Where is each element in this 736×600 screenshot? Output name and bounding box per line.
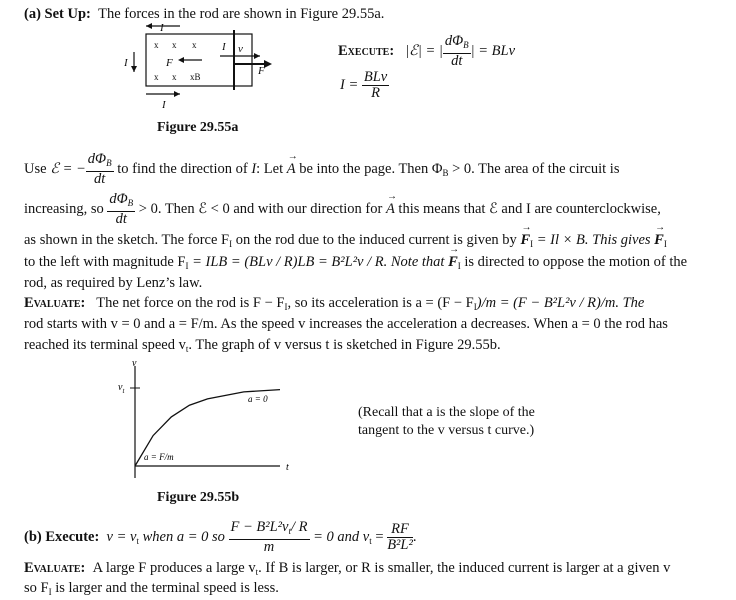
setup-line [24,6,384,23]
para1: Use ℰ = − $\frac{d\Phi_B}{dt}$ to find the direction of I: Let → A be into the page. Then $\Phi_B > 0$. The area of the circuit is [24,152,619,187]
setup-label: (a) Set Up: [24,6,91,22]
execute-line: Execute: |ℰ| = | $\frac{d\Phi_B}{dt}$ | = BLv [338,33,516,69]
part-b-execute: (b) Execute: $v = v_t$ when a = 0 so $\frac{F - B^2L^2v_t/ R}{m}$ = 0 and $v_t$ = $\frac{RF}{\text{B²L²}}$ . [24,519,417,555]
a-fm-label: a = F/m [144,452,174,462]
evaluate-line1: Evaluate: The net force on the rod is $F - F_I$, so its acceleration is $a = (F - F_I)/m = (F - B^2L^2v / R)/m$. The [24,295,645,312]
figure-b-note: (Recall that a is the slope of the tangent to the v versus t curve.) [358,405,535,438]
current-equation: I = $\frac{\text{BLv}}{R}$ [340,69,388,101]
figure-b-caption: Figure 29.55b [157,490,240,505]
para-line3: as shown in the sketch. The force $F_I$ on the rod due to the induced current is given by → $F_I = Il \times B$. This gives → $F_I$ [24,232,667,249]
para-line5: rod, as required by Lenz’s law. [24,275,203,291]
b-mark: x [172,72,177,82]
a-zero-label: a = 0 [248,394,268,404]
x-axis-label: t [286,462,289,473]
para-line4: to the left with magnitude $F_I$ = ILB = (BLv / R)LB = B²L²v / R. Note that → $F_I$ is directed to oppose the motion of the [24,254,687,271]
label-bottom-i: I [162,99,166,111]
b-label: xB [190,72,201,82]
emf-rhs: = BLv [478,42,516,59]
label-fi: F [166,57,173,69]
execute-label: Execute: [338,42,395,59]
evaluate-line3: reached its terminal speed $v_t$. The graph of v versus t is sketched in Figure 29.55b. [24,337,501,354]
y-axis-label: v [132,358,137,369]
setup-text: The forces in the rod are shown in Figure 29.55a. [98,6,385,22]
vt-label: $v_t$ [118,382,125,395]
label-rod-i: I [222,41,226,53]
label-v: v [238,43,243,55]
b-mark: x [154,40,159,50]
b-mark: x [154,72,159,82]
para2: increasing, so $\frac{d\Phi_B}{dt}$ > 0. Then ℰ < 0 and with our direction for → A this means that ℰ and I are counterclockwise, [24,192,661,227]
b-mark: x [172,40,177,50]
figure-a-caption: Figure 29.55a [157,120,239,135]
label-top-i: I [160,22,164,34]
figure-a-diagram [120,22,280,112]
part-b-evaluate-line2: so $F_I$ is larger and the terminal speed is less. [24,580,279,597]
label-f: F [258,65,265,77]
evaluate-line2: rod starts with v = 0 and a = F/m. As the speed v increases the acceleration a decreases. When a = 0 the rod has [24,316,668,332]
dphi-dt-fraction: $\frac{d\Phi_B}{dt}$ [444,33,469,69]
b-mark: x [192,40,197,50]
label-left-i: I [124,57,128,69]
figure-b-chart [110,358,300,488]
part-b-evaluate: Evaluate: A large F produces a large $v_t$. If B is larger, or R is smaller, the induced current is larger at a given v [24,560,671,577]
